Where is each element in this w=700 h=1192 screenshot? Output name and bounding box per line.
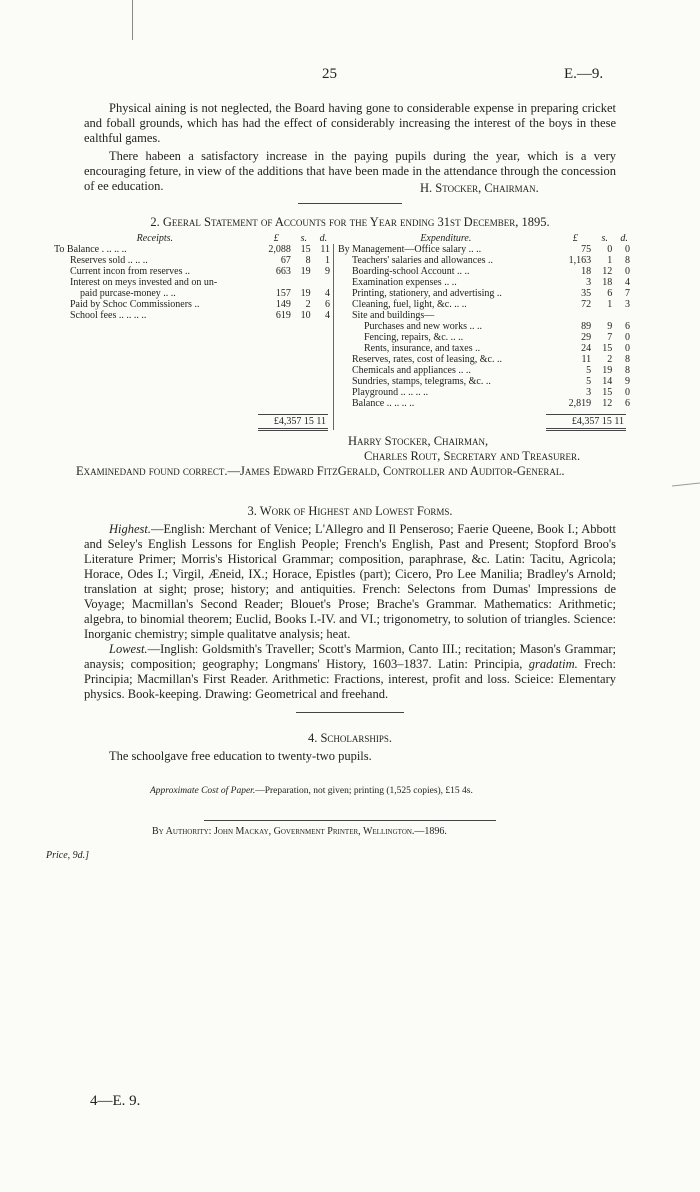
divider-rule	[296, 712, 404, 713]
expenditure-row: Printing, stationery, and advertising .. 35 6 7	[352, 288, 630, 299]
lowest-label: Lowest.	[109, 642, 148, 656]
expenditure-row: Balance .. .. .. .. 2,819 12 6	[352, 398, 630, 409]
page-number: 25	[322, 66, 337, 82]
receipt-row: Paid by Schoc Commissioners .. 149 2 6	[70, 299, 330, 310]
highest-label: Highest.	[109, 522, 152, 536]
receipt-row: Reserves sold .. .. .. 67 8 1	[70, 255, 330, 266]
section-title-work: 3. Work of Highest and Lowest Forms.	[247, 504, 453, 518]
receipt-row: paid purcase-money .. .. 157 19 4	[80, 288, 330, 299]
cost-of-paper-line: Approximate Cost of Paper.—Preparation, not given; printing (1,525 copies), £15 4s.	[150, 786, 473, 796]
signature-chairman: Harry Stocker, Chairman,	[348, 434, 489, 448]
expenditure-row: Cleaning, fuel, light, &c. .. .. 72 1 3	[352, 299, 630, 310]
receipt-row: Current incon from reserves .. 663 19 9	[70, 266, 330, 277]
expenditure-row: Sundries, stamps, telegrams, &c. .. 5 14 9	[352, 376, 630, 387]
scan-mark-right	[672, 483, 700, 487]
expenditure-row: Chemicals and appliances .. .. 5 19 8	[352, 365, 630, 376]
paragraph-lowest-form: Lowest.—Inglish: Goldsmith's Traveller; Scott's Marmion, Canto III.; recitation; Mason's Grammar; anaysis; composition; geography; Longmans' History, 1603–1837. Latin: Principia, gradatim. Frech: Principia; Macmillan's First Reader. Arithmetic: Fractions, interest, profit and loss. Scieice: Elementary physics. Book-keeping. Drawing: Geometrical and freehand.	[84, 642, 616, 701]
price-label: Price, 9d.]	[46, 850, 90, 861]
receipts-heading: Receipts.	[136, 233, 174, 244]
divider-rule	[204, 820, 496, 821]
expenditure-row: Rents, insurance, and taxes .. 24 15 0	[364, 343, 630, 354]
audit-statement: Examinedand found correct.—James Edward FitzGerald, Controller and Auditor-General.	[76, 464, 565, 478]
expenditure-row: Purchases and new works .. .. 89 9 6	[364, 321, 630, 332]
section-title-accounts: 2. Geeral Statement of Accounts for the Year ending 31st December, 1895.	[150, 215, 550, 229]
expenditure-row: Fencing, repairs, &c. .. .. 29 7 0	[364, 332, 630, 343]
scan-mark-top	[132, 0, 133, 40]
printer-authority: By Authority: John Mackay, Government Printer, Wellington.—1896.	[152, 826, 447, 837]
expenditure-table: Expenditure. £ s. d. By Management—Office salary .. .. 75 0 0 Teachers' salaries and allowances .. 1,163 1 8 Boarding-school Account .. .. 18 12 0 Examination expenses .. .. 3 18 4 Printing, stationery, and advertising .. 35 6 7 Cleaning, fuel, light, &c. .. .. 72 1 3 Site and buildings— Purchases and new works .. .. 89 9 6 Fencing, repairs, &c. .. .. 29 7 0 Rents, insurance, and taxes .. 24 15 0 Reserves, rates, cost of leasing, &c. .. 11 2 8 Chemicals and appliances .. .. 5 19 8 Sundries, stamps, telegrams, &c. .. 5 14 9 Playground .. .. .. .. 3 15 0 Balance .. .. .. .. 2,819 12 6	[338, 233, 630, 409]
divider-rule	[298, 203, 402, 204]
expenditure-row: Examination expenses .. .. 3 18 4	[352, 277, 630, 288]
expenditure-row: By Management—Office salary .. .. 75 0 0	[338, 244, 630, 255]
paragraph-paying-pupils: There habeen a satisfactory increase in the paying pupils during the year, which is a very encouraging feture, in view of the additions that have been made in the attendance through the concession of ee education.	[84, 149, 616, 193]
expenditure-heading: Expenditure.	[420, 233, 472, 244]
receipts-table: Receipts. £ s. d. To Balance . .. .. .. 2,088 15 11 Reserves sold .. .. .. 67 8 1 Current incon from reserves .. 663 19 9 Interest on meys invested and on un- paid purcase-money .. .. 157 19 4 Paid by Schoc Commissioners .. 149 2 6 School fees .. .. .. .. 619 10 4	[54, 233, 330, 321]
receipt-row: To Balance . .. .. .. 2,088 15 11	[54, 244, 330, 255]
expenditure-total: £4,357 15 11	[546, 414, 626, 431]
document-reference: E.—9.	[564, 66, 604, 82]
expenditure-row: Reserves, rates, cost of leasing, &c. .. 11 2 8	[352, 354, 630, 365]
expenditure-row: Teachers' salaries and allowances .. 1,163 1 8	[352, 255, 630, 266]
signature-secretary: Charles Rout, Secretary and Treasurer.	[364, 449, 581, 463]
paragraph-physical-training: Physical aining is not neglected, the Board having gone to considerable expense in preparing cricket and foball grounds, which has had the effect of considerably increasing the interest of the boys in these ealthful games.	[84, 101, 616, 145]
receipt-row: School fees .. .. .. .. 619 10 4	[70, 310, 330, 321]
table-divider	[333, 244, 334, 430]
paragraph-scholarships: The schoolgave free education to twenty-two pupils.	[109, 749, 372, 763]
footer-reference: 4—E. 9.	[90, 1093, 141, 1109]
section-title-scholarships: 4. Scholarships.	[307, 731, 393, 745]
receipts-total: £4,357 15 11	[258, 414, 328, 431]
expenditure-row: Playground .. .. .. .. 3 15 0	[352, 387, 630, 398]
receipt-row: Interest on meys invested and on un-	[70, 277, 218, 288]
paragraph-highest-form: Highest.—English: Merchant of Venice; L'Allegro and Il Penseroso; Faerie Queene, Book I.; Abbott and Seley's English Lessons for English People; French's English, Past and Present; Stopford Broo's Literature Primer; Morris's Historical Grammar; composition, paraphrase, &c. Latin: Tacitu, Agricola; Horace, Odes I.; Virgil, Æneid, IX.; Horace, Epistles (part); Cicero, Pro Lee Manilia; Bradley's Arnold; translation at sight; prose; history; and antiquities. French: Selectons from Dumas' Impressions de Voyage; Macmillan's Second Reader; Blouet's Prose; Brache's Grammar. Mathematics: Arithmetic; algebra, to binomial theorem; Euclid, Books I.-IV. and VI.; trigonometry, to solution of triangles. Science: Inorganic chemistry; simple qualitatve analysis; heat.	[84, 522, 616, 641]
expenditure-row: Site and buildings—	[352, 310, 435, 321]
expenditure-row: Boarding-school Account .. .. 18 12 0	[352, 266, 630, 277]
chairman-signature: H. Stocker, Chairman.	[420, 181, 539, 195]
